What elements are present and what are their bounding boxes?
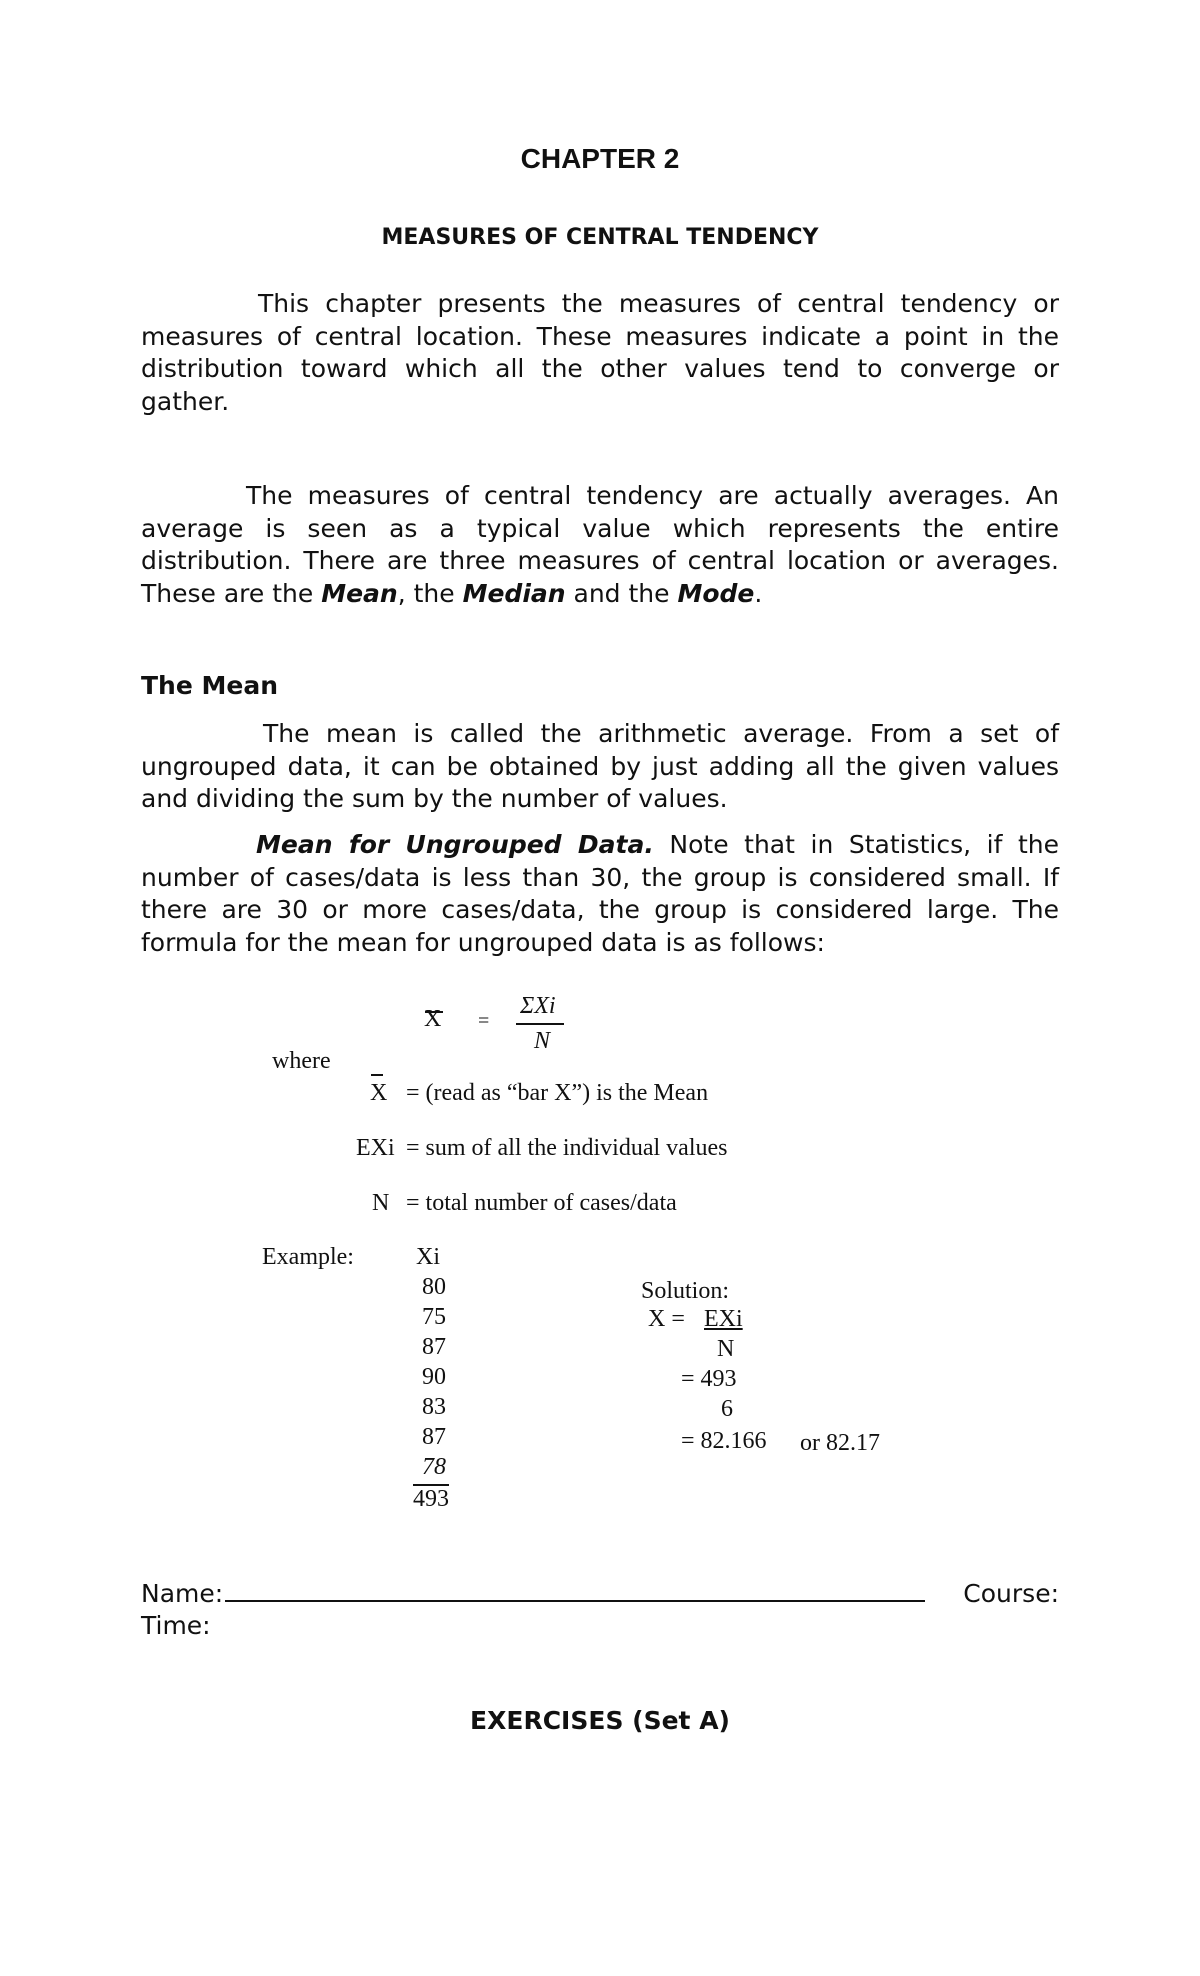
exercises-heading: EXERCISES (Set A) xyxy=(470,1706,730,1735)
solution-numerator: EXi xyxy=(704,1306,743,1332)
name-input-line[interactable] xyxy=(225,1578,925,1602)
where-label: where xyxy=(272,1048,331,1074)
solution-result: = 82.166 xyxy=(681,1428,767,1454)
mean-ungrouped-label: Mean for Ungrouped Data. xyxy=(256,830,654,859)
solution-denominator: N xyxy=(717,1336,735,1362)
intro-period: . xyxy=(754,578,763,608)
example-total: 493 xyxy=(413,1486,449,1512)
name-course-row xyxy=(141,1578,1059,1642)
example-value: 75 xyxy=(422,1304,446,1330)
mean-paragraph-2-text: Note that in Statistics, if the number of cases/data is less than 30, the group is considered small. If there are 30 or more cases/data, the group is considered large. The formula for the mean for ungrouped data is as follows: xyxy=(141,830,1059,957)
time-label: Time: xyxy=(141,1611,211,1640)
solution-count: 6 xyxy=(721,1396,733,1422)
solution-lhs: X = xyxy=(648,1306,685,1332)
def-text-n: = total number of cases/data xyxy=(406,1190,677,1216)
solution-label: Solution: xyxy=(641,1278,730,1304)
def-symbol-mean: X xyxy=(370,1080,388,1106)
formula-equals: = xyxy=(478,1010,490,1032)
example-value: 80 xyxy=(422,1274,446,1300)
example-column-header: Xi xyxy=(416,1244,440,1270)
formula-lhs: X xyxy=(424,1006,442,1032)
formula-numerator: ΣXi xyxy=(520,993,556,1019)
formula-denominator: N xyxy=(534,1028,551,1054)
mean-paragraph-2 xyxy=(141,829,1059,959)
example-value: 83 xyxy=(422,1394,446,1420)
section-heading-mean: The Mean xyxy=(141,671,279,700)
intro-and: and the xyxy=(565,578,678,608)
mean-paragraph-1-text: The mean is called the arithmetic average. From a set of ungrouped data, it can be obtained by just adding all the given values and dividing the sum by the number of values. xyxy=(141,719,1059,813)
example-value: 90 xyxy=(422,1364,446,1390)
example-value: 87 xyxy=(422,1334,446,1360)
example-value: 78 xyxy=(422,1454,446,1480)
intro-comma: , the xyxy=(397,578,463,608)
name-label: Name: xyxy=(141,1579,224,1608)
chapter-title: CHAPTER 2 xyxy=(520,143,680,174)
example-value: 87 xyxy=(422,1424,446,1450)
def-symbol-sum: EXi xyxy=(356,1135,395,1161)
intro-paragraph-1-text: This chapter presents the measures of central tendency or measures of central location. These measures indicate a point in the distribution toward which all the other values tend to converge or gather. xyxy=(141,289,1059,416)
intro-paragraph-1 xyxy=(141,288,1059,418)
def-text-mean: = (read as “bar X”) is the Mean xyxy=(406,1080,709,1106)
def-symbol-n: N xyxy=(372,1190,390,1216)
chapter-subtitle: MEASURES OF CENTRAL TENDENCY xyxy=(381,225,819,250)
intro-paragraph-2 xyxy=(141,480,1059,610)
def-text-sum: = sum of all the individual values xyxy=(406,1135,728,1161)
example-label: Example: xyxy=(262,1244,354,1270)
solution-rounded: or 82.17 xyxy=(800,1430,880,1456)
term-mode: Mode xyxy=(677,578,755,608)
intro-paragraph-2-text: The measures of central tendency are actually averages. An average is seen as a typical value which represents the entire distribution. There are three measures of central location or averages. These are the xyxy=(141,481,1059,608)
term-median: Median xyxy=(462,578,566,608)
term-mean: Mean xyxy=(321,578,398,608)
course-label: Course: xyxy=(963,1579,1059,1608)
solution-sum: = 493 xyxy=(681,1366,737,1392)
mean-paragraph-1 xyxy=(141,718,1059,816)
